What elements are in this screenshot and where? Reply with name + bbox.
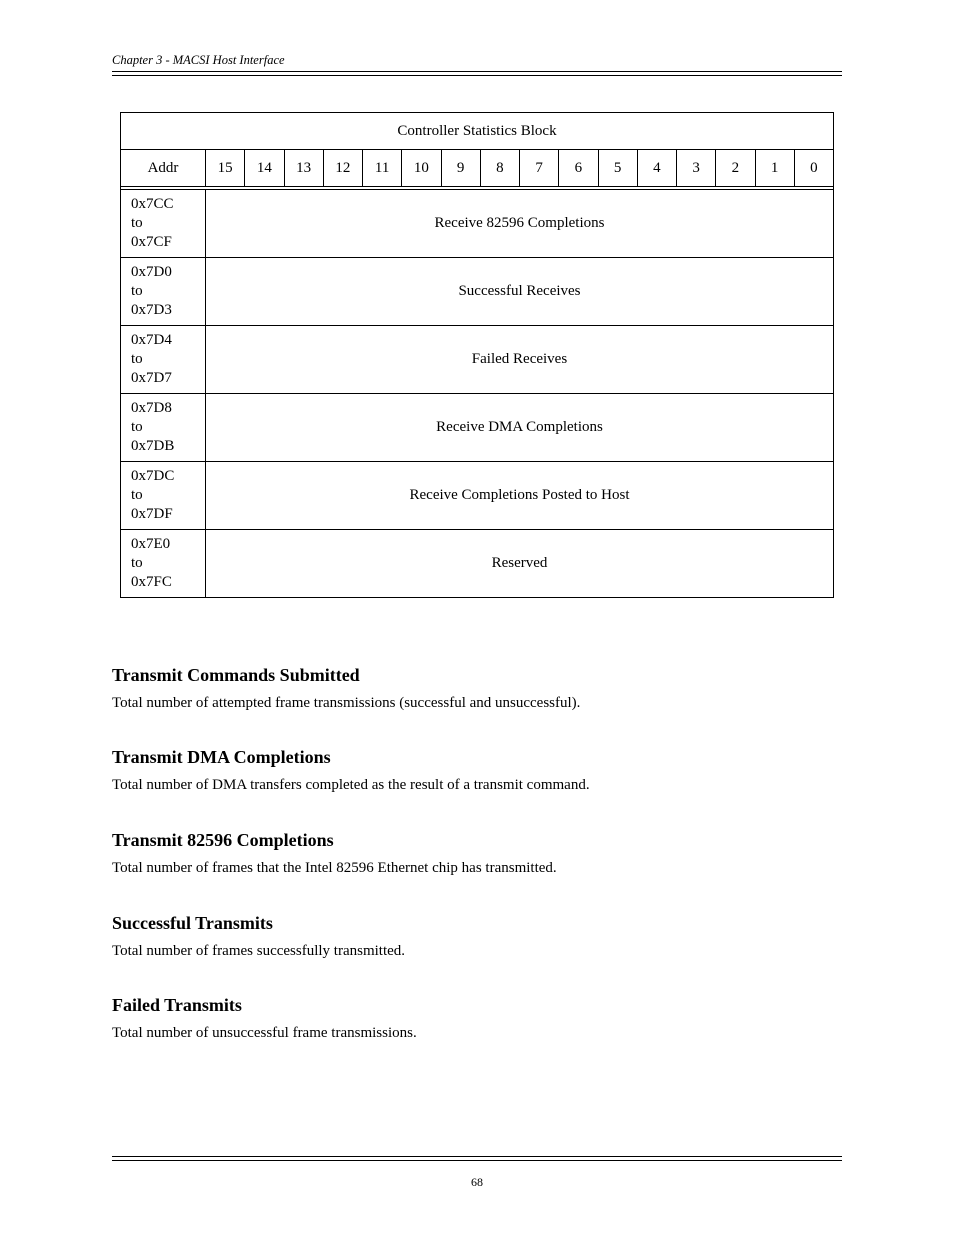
addr-cell: 0x7D4 to 0x7D7: [121, 326, 206, 394]
table-row: [121, 258, 834, 326]
bit-header: 3: [677, 150, 716, 187]
bit-header: 14: [245, 150, 284, 187]
bit-header: 6: [559, 150, 598, 187]
field-cell: Successful Receives: [206, 258, 834, 326]
section-body: Total number of unsuccessful frame transmissions.: [112, 1025, 417, 1041]
controller-statistics-table: [120, 112, 834, 598]
bit-header: 8: [480, 150, 519, 187]
bit-header: 2: [716, 150, 755, 187]
section-heading: Failed Transmits: [112, 995, 242, 1015]
field-cell: Failed Receives: [206, 326, 834, 394]
footer-rule-top: [112, 1156, 842, 1157]
field-cell: Receive Completions Posted to Host: [206, 462, 834, 530]
addr-cell: 0x7E0 to 0x7FC: [121, 530, 206, 598]
page-number: 68: [471, 1175, 483, 1189]
table-row: [121, 190, 834, 258]
section-transmit-dma-completions: [112, 746, 842, 794]
addr-cell: 0x7DC to 0x7DF: [121, 462, 206, 530]
bit-header: 7: [520, 150, 559, 187]
bit-header: 1: [755, 150, 794, 187]
addr-header: Addr: [121, 150, 206, 187]
header-rule-bottom: [112, 75, 842, 76]
bit-header: 10: [402, 150, 441, 187]
section-transmit-commands-submitted: [112, 664, 842, 712]
table-header-row: [121, 150, 834, 187]
section-failed-transmits: [112, 994, 842, 1042]
chapter-header: Chapter 3 - MACSI Host Interface: [112, 53, 285, 67]
table-caption: Controller Statistics Block: [121, 113, 834, 150]
bit-header: 9: [441, 150, 480, 187]
bit-header: 0: [794, 150, 833, 187]
field-cell: Receive DMA Completions: [206, 394, 834, 462]
section-body: Total number of frames that the Intel 82596 Ethernet chip has transmitted.: [112, 860, 557, 876]
section-heading: Successful Transmits: [112, 913, 273, 933]
bit-header: 12: [323, 150, 362, 187]
table-row: [121, 530, 834, 598]
section-transmit-82596-completions: [112, 829, 842, 877]
table-row: [121, 462, 834, 530]
field-cell: Receive 82596 Completions: [206, 190, 834, 258]
section-successful-transmits: [112, 912, 842, 960]
section-heading: Transmit DMA Completions: [112, 747, 331, 767]
section-heading: Transmit 82596 Completions: [112, 830, 334, 850]
table-row: [121, 394, 834, 462]
bit-header: 4: [637, 150, 676, 187]
section-body: Total number of DMA transfers completed as the result of a transmit command.: [112, 777, 590, 793]
footer-rule-bottom: [112, 1160, 842, 1161]
table-row: [121, 326, 834, 394]
addr-cell: 0x7D0 to 0x7D3: [121, 258, 206, 326]
addr-cell: 0x7D8 to 0x7DB: [121, 394, 206, 462]
bit-header: 11: [363, 150, 402, 187]
field-cell: Reserved: [206, 530, 834, 598]
section-body: Total number of frames successfully transmitted.: [112, 943, 406, 959]
section-heading: Transmit Commands Submitted: [112, 665, 360, 685]
bit-header: 13: [284, 150, 323, 187]
header-rule-top: [112, 71, 842, 72]
bit-header: 5: [598, 150, 637, 187]
bit-header: 15: [206, 150, 245, 187]
addr-cell: 0x7CC to 0x7CF: [121, 190, 206, 258]
section-body: Total number of attempted frame transmissions (successful and unsuccessful).: [112, 695, 581, 711]
